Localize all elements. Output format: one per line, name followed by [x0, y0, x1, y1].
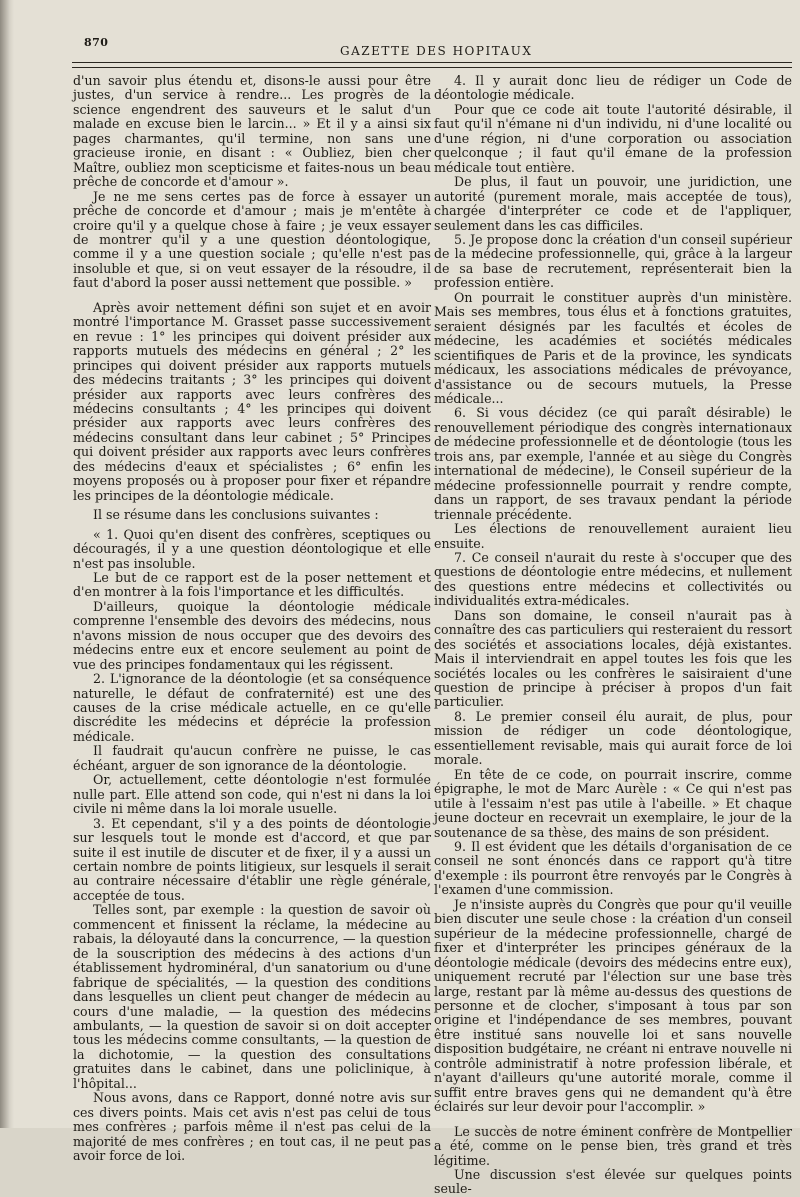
conclusion-paragraph: 7. Ce conseil n'aurait du reste à s'occuper que des questions de déontologie entre médecins, et nullement des questions entre médecins et collectivités ou individualités extra-médicales.	[434, 549, 792, 609]
paragraph: En tête de ce code, on pourrait inscrire, comme épigraphe, le mot de Marc Aurèle : « Ce qui n'est pas utile à l'essaim n'est pas utile à l'abeille. » Et chaque jeune docteur en recevrait un exemplaire, le jour de la soutenance de sa thèse, des mains de son président.	[434, 766, 792, 840]
running-title: GAZETTE DES HOPITAUX	[340, 44, 533, 58]
paragraph: Il faudrait qu'aucun confrère ne puisse, le cas échéant, arguer de son ignorance de la déontologie.	[73, 743, 431, 773]
conclusion-paragraph: 5. Je propose donc la création d'un conseil supérieur de la médecine professionnelle, qui, grâce à la largeur de sa base de recrutement, représenterait bien la profession entière.	[434, 231, 792, 291]
paragraph: De plus, il faut un pouvoir, une juridiction, une autorité (purement morale, mais acceptée de tous), chargée d'interpréter ce code et de l'appliquer, seulement dans les cas difficiles.	[434, 174, 792, 233]
conclusion-paragraph: 8. Le premier conseil élu aurait, de plus, pour mission de rédiger un code déontologique, essentiellement revisable, mais qui aurait force de loi morale.	[434, 708, 792, 768]
paragraph: Je ne me sens certes pas de force à essayer un prêche de concorde et d'amour ; mais je m'entête à croire qu'il y a quelque chose à faire ; je veux essayer de montrer qu'il y a une question déontologique, comme il y a une question sociale ; qu'elle n'est pas insoluble et que, si on veut essayer de la résoudre, il faut d'abord la poser aussi nettement que possible. »	[73, 188, 431, 291]
paragraph: Or, actuellement, cette déontologie n'est formulée nulle part. Elle attend son code, qui n'est ni dans la loi civile ni même dans la loi morale usuelle.	[73, 772, 431, 817]
conclusion-paragraph: 2. L'ignorance de la déontologie (et sa conséquence naturelle, le défaut de confraternité) est une des causes de la crise médicale actuelle, en ce qu'elle discrédite les médecins et déprécie la profession médicale.	[73, 671, 431, 744]
page-header	[0, 0, 800, 70]
paragraph: Une discussion s'est élevée sur quelques points seule-	[434, 1166, 792, 1197]
paragraph: On pourrait le constituer auprès d'un ministère. Mais ses membres, tous élus et à fonctions gratuites, seraient désignés par les facultés et écoles de médecine, les académies et sociétés médicales scientifiques de Paris et de la province, les syndicats médicaux, les associations médicales de prévoyance, d'assistance ou de secours mutuels, la Presse médicale...	[434, 289, 792, 406]
paragraph: d'un savoir plus étendu et, disons-le aussi pour être justes, d'un service à rendre... Les progrès de la science engendrent des sauveurs et le salut d'un malade en excuse bien le larcin... » Et il y a ainsi six pages charmantes, qu'il termine, non sans une gracieuse ironie, en disant : « Oubliez, bien cher Maître, oubliez mon scepticisme et faites-nous un beau prêche de concorde et d'amour ».	[73, 73, 431, 190]
conclusion-paragraph: 3. Et cependant, s'il y a des points de déontologie sur lesquels tout le monde est d'accord, et que par suite il est inutile de discuter et de fixer, il y a aussi un certain nombre de points litigieux, sur lesquels il serait au contraire nécessaire d'établir une règle générale, acceptée de tous.	[73, 815, 431, 903]
right-column	[434, 74, 792, 1197]
conclusion-paragraph: 4. Il y aurait donc lieu de rédiger un Code de déontologie médicale.	[434, 73, 792, 103]
header-rule-thin	[72, 67, 792, 68]
paragraph: Je n'insiste auprès du Congrès que pour qu'il veuille bien discuter une seule chose : la création d'un conseil supérieur de la médecine professionnelle, chargé de fixer et d'interpréter les principes généraux de la déontologie médicale (devoirs des médecins entre eux), uniquement recruté par l'élection sur une base très large, restant par là même au-dessus des questions de personne et de clocher, s'imposant à tous par son origine et l'indépendance de ses membres, pouvant être institué sans nouvelle loi et sans nouvelle disposition budgétaire, ne créant ni entrave nouvelle ni contrôle administratif à notre profession libérale, et n'ayant d'ailleurs qu'une autorité morale, comme il suffit entre braves gens qui ne demandent qu'à être éclairés sur leur devoir pour l'accomplir. »	[434, 896, 792, 1115]
paragraph: Pour que ce code ait toute l'autorité désirable, il faut qu'il n'émane ni d'un individu, ni d'une localité ou d'une région, ni d'une corporation ou association quelconque ; il faut qu'il émane de la profession médicale tout entière.	[434, 101, 792, 175]
paragraph: Dans son domaine, le conseil n'aurait pas à connaître des cas particuliers qui resteraient du ressort des sociétés et associations locales, déjà existantes. Mais il interviendrait en appel toutes les fois que les sociétés locales ou les confrères le saisiraient d'une question de principe à préciser à propos d'un fait particulier.	[434, 607, 792, 710]
paragraph: Les élections de renouvellement auraient lieu ensuite.	[434, 521, 792, 551]
paragraph: Il se résume dans les conclusions suivantes :	[93, 507, 379, 523]
paragraph: Nous avons, dans ce Rapport, donné notre avis sur ces divers points. Mais cet avis n'est pas celui de tous mes confrères ; parfois même il n'est pas celui de la majorité de mes confrères ; en tout cas, il ne peut pas avoir force de loi.	[73, 1090, 431, 1164]
paragraph: Le but de ce rapport est de la poser nettement et d'en montrer à la fois l'importance et les difficultés.	[73, 569, 431, 600]
paragraph: Après avoir nettement défini son sujet et en avoir montré l'importance M. Grasset passe successivement en revue : 1° les principes qui doivent présider aux rapports mutuels des médecins en général ; 2° les principes qui doivent présider aux rapports mutuels des médecins traitants ; 3° les principes qui doivent présider aux rapports avec leurs confrères des médecins consultants ; 4° les principes qui doivent présider aux rapports avec leurs confrères des médecins consultant dans leur cabinet ; 5° Principes qui doivent présider aux rapports avec leurs confrères des médecins d'eaux et spécialistes ; 6° enfin les moyens proposés ou à proposer pour fixer et répandre les principes de la déontologie médicale.	[73, 299, 431, 503]
left-column	[73, 74, 431, 1164]
paragraph: Telles sont, par exemple : la question de savoir où commencent et finissent la réclame, la médecine au rabais, la déloyauté dans la concurrence, — la question de la souscription des médecins à des actions d'un établissement hydrominéral, d'un sanatorium ou d'une fabrique de spécialités, — la question des conditions dans lesquelles un client peut changer de médecin au cours d'une maladie, — la question des médecins ambulants, — la question de savoir si on doit accepter tous les médecins comme consultants, — la question de la dichotomie, — la question des consultations gratuites dans le cabinet, dans une policlinique, à l'hôpital...	[73, 902, 431, 1091]
paragraph: D'ailleurs, quoique la déontologie médicale comprenne l'ensemble des devoirs des médecins, nous n'avons mission de nous occuper que des devoirs des médecins entre eux et encore seulement au point de vue des principes fondamentaux qui les régissent.	[73, 598, 431, 672]
page-number: 870	[84, 36, 109, 49]
conclusion-paragraph: 6. Si vous décidez (ce qui paraît désirable) le renouvellement périodique des congrès internationaux de médecine professionnelle et de déontologie (tous les trois ans, par exemple, l'année et au siège du Congrès international de médecine), le Conseil supérieur de la médecine professionnelle pourrait y rendre compte, dans un rapport, de ses travaux pendant la période triennale précédente.	[434, 405, 792, 522]
header-rule	[72, 62, 792, 63]
page-binding-edge	[0, 0, 14, 1128]
conclusion-paragraph: « 1. Quoi qu'en disent des confrères, sceptiques ou découragés, il y a une question déontologique et elle n'est pas insoluble.	[73, 526, 431, 571]
conclusion-paragraph: 9. Il est évident que les détails d'organisation de ce conseil ne sont énoncés dans ce rapport qu'à titre d'exemple : ils pourront être renvoyés par le Congrès à l'examen d'une commission.	[434, 839, 792, 898]
paragraph: Le succès de notre éminent confrère de Montpellier a été, comme on le pense bien, très grand et très légitime.	[434, 1123, 792, 1168]
